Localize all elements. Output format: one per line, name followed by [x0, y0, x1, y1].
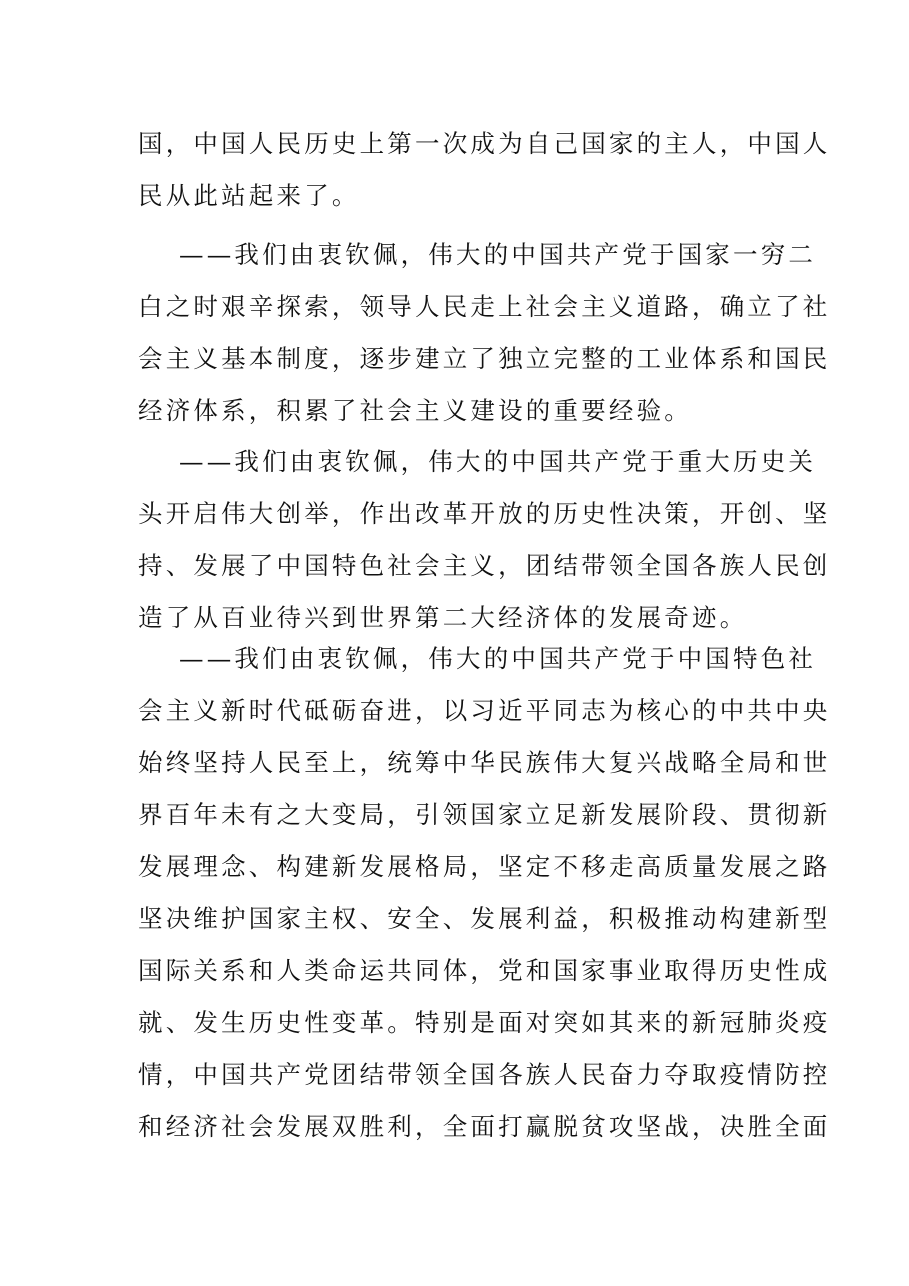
text-line: ——我们由衷钦佩，伟大的中国共产党于重大历史关 [179, 447, 817, 476]
text-line: ——我们由衷钦佩，伟大的中国共产党于中国特色社 [179, 644, 817, 673]
text-line: 持、发展了中国特色社会主义，团结带领全国各族人民创 [138, 551, 831, 580]
text-line: 国际关系和人类命运共同体，党和国家事业取得历史性成 [138, 956, 831, 985]
text-line: 坚决维护国家主权、安全、发展利益，积极推动构建新型 [138, 904, 831, 933]
text-line: 经济体系，积累了社会主义建设的重要经验。 [138, 396, 692, 425]
text-line: 界百年未有之大变局，引领国家立足新发展阶段、贯彻新 [138, 800, 831, 829]
paragraph-1 [138, 118, 831, 222]
text-line: 白之时艰辛探索，领导人民走上社会主义道路，确立了社 [138, 292, 831, 321]
text-line: 会主义新时代砥砺奋进，以习近平同志为核心的中共中央 [138, 696, 831, 725]
text-line: 情，中国共产党团结带领全国各族人民奋力夺取疫情防控 [138, 1060, 831, 1089]
text-line: ——我们由衷钦佩，伟大的中国共产党于国家一穷二 [179, 240, 817, 269]
text-line: 就、发生历史性变革。特别是面对突如其来的新冠肺炎疫 [138, 1008, 831, 1037]
paragraph-3 [138, 436, 831, 644]
text-line: 民从此站起来了。 [138, 181, 360, 210]
text-line: 和经济社会发展双胜利，全面打赢脱贫攻坚战，决胜全面 [138, 1112, 831, 1141]
text-line: 发展理念、构建新发展格局，坚定不移走高质量发展之路 [138, 852, 831, 881]
text-line: 始终坚持人民至上，统筹中华民族伟大复兴战略全局和世 [138, 748, 831, 777]
text-line: 头开启伟大创举，作出改革开放的历史性决策，开创、坚 [138, 499, 831, 528]
text-line: 会主义基本制度，逐步建立了独立完整的工业体系和国民 [138, 344, 831, 373]
text-line: 造了从百业待兴到世界第二大经济体的发展奇迹。 [138, 603, 748, 632]
paragraph-2 [138, 229, 831, 437]
text-line: 国，中国人民历史上第一次成为自己国家的主人，中国人 [138, 129, 831, 158]
paragraph-4 [138, 633, 831, 1153]
